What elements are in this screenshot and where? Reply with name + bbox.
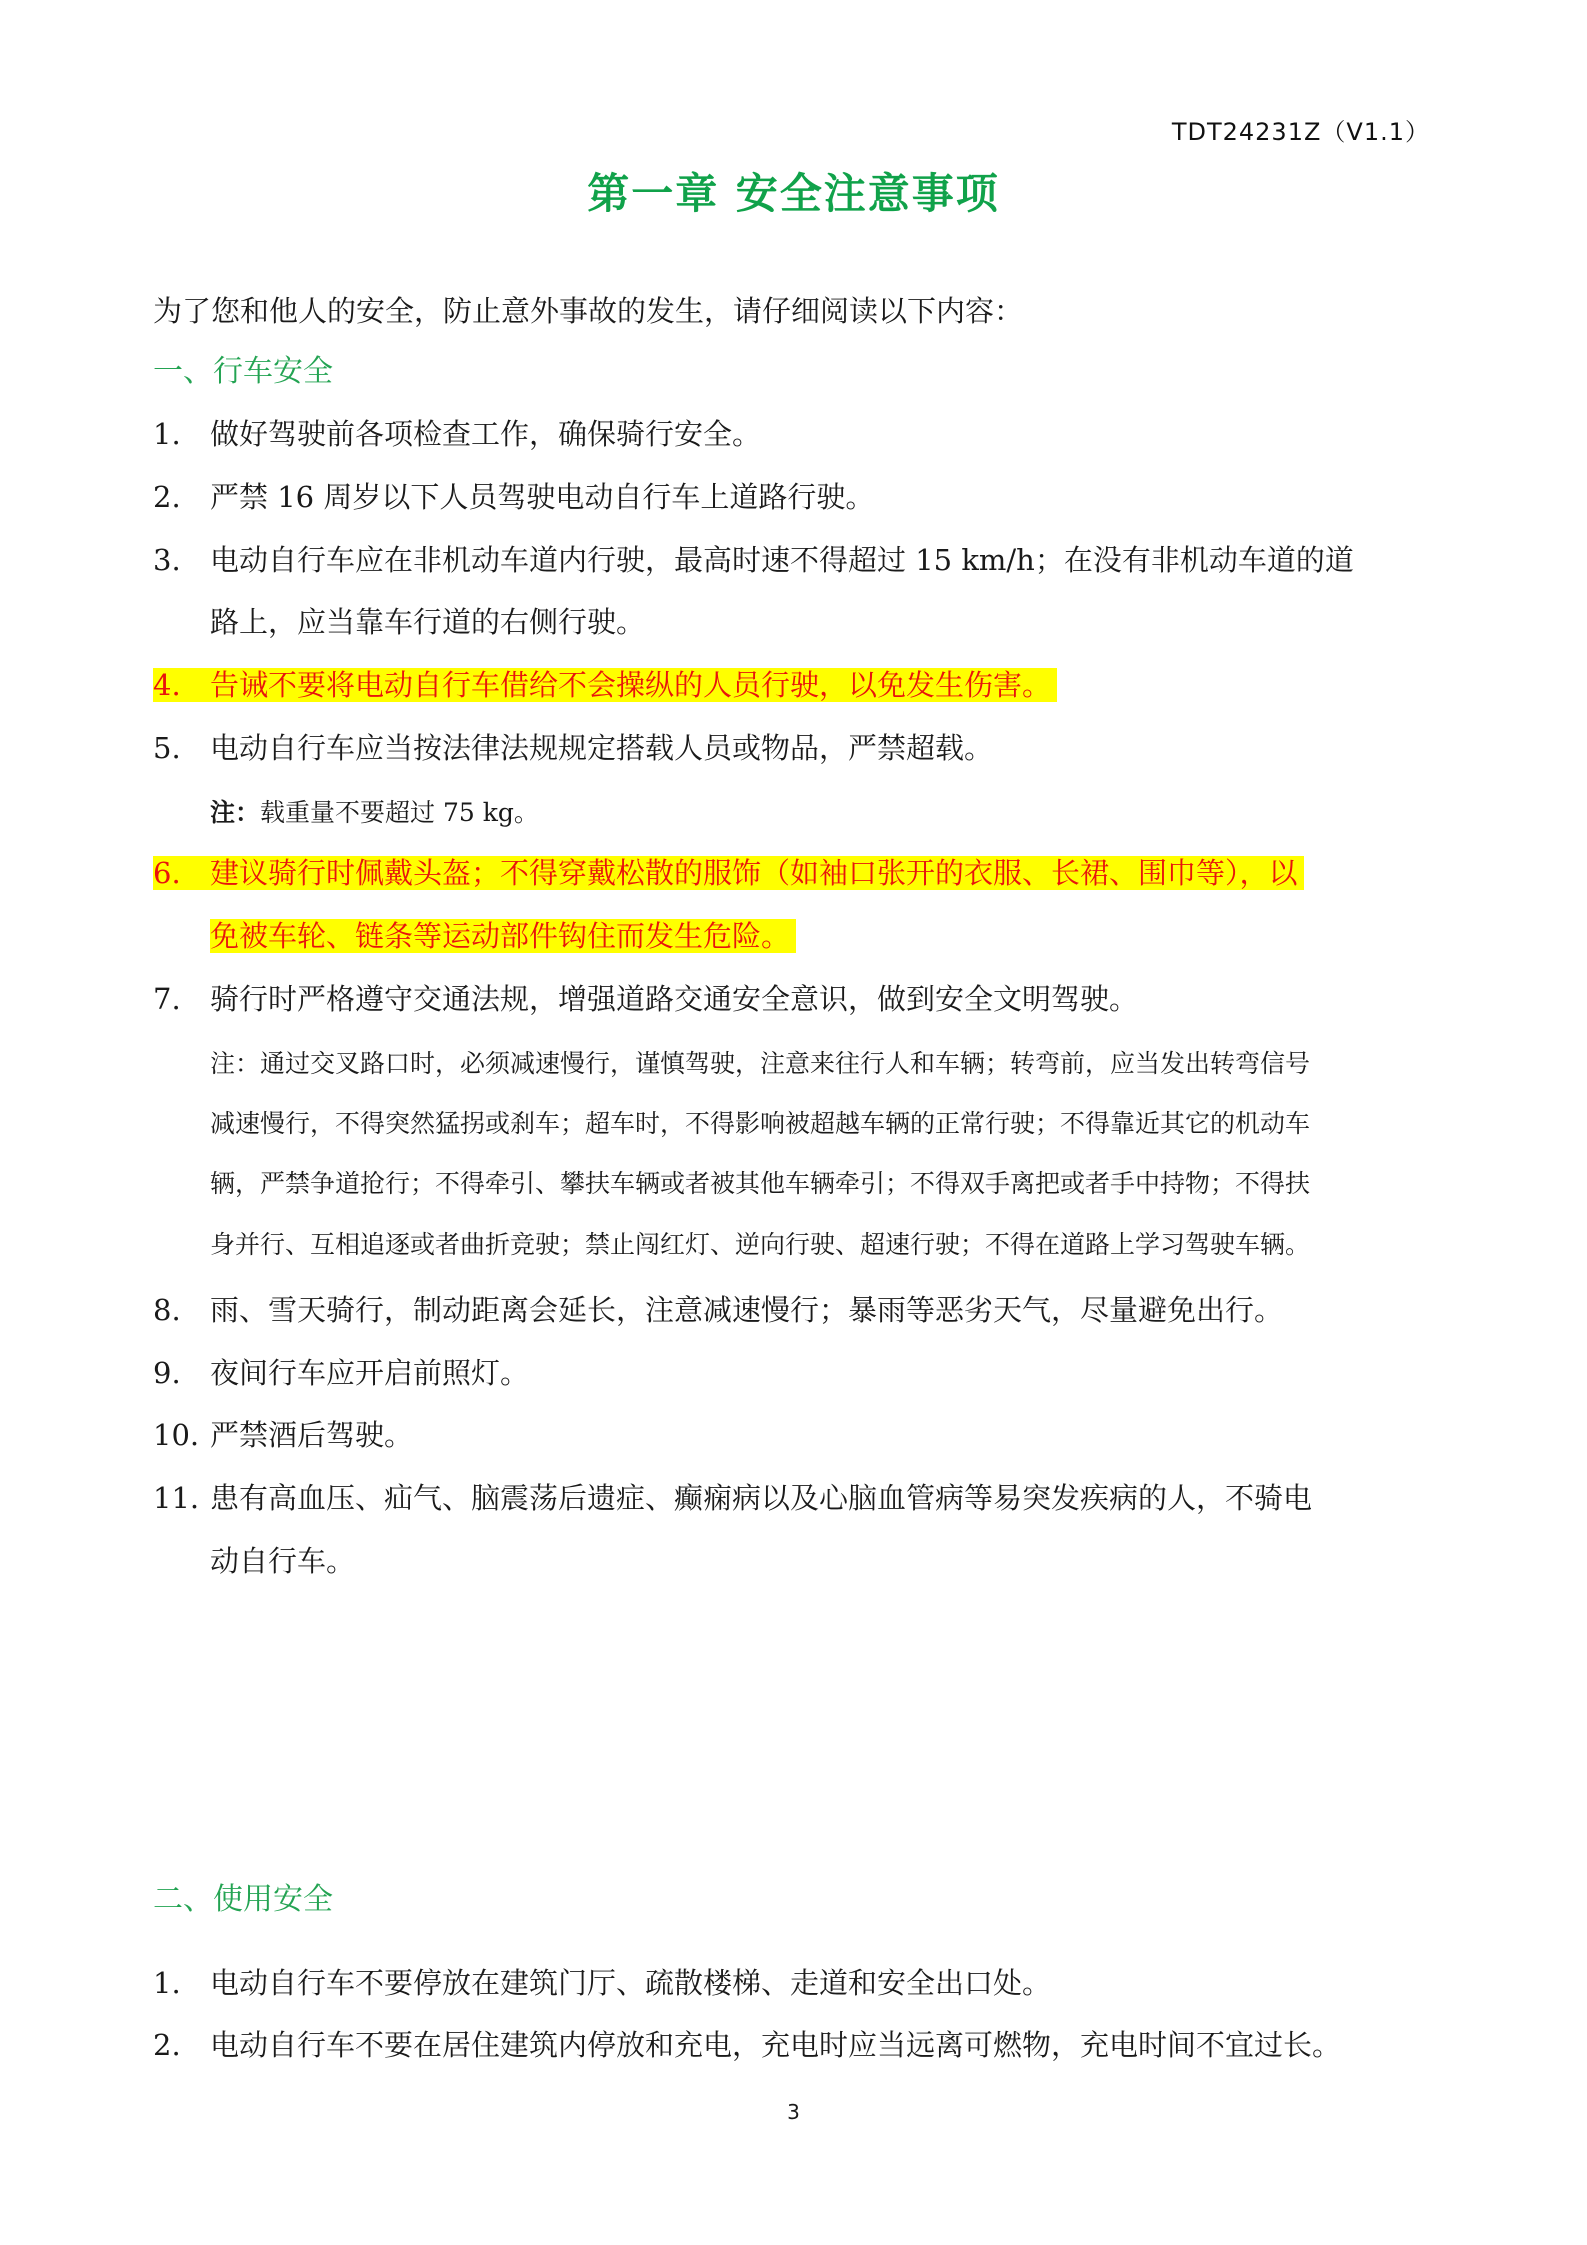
section-heading-driving-safety: 一、行车安全	[153, 354, 333, 389]
highlight-warning	[153, 856, 1304, 890]
item-number: 5.	[153, 731, 181, 765]
list-item-6-highlighted	[153, 853, 1304, 893]
note-load-limit	[210, 793, 539, 833]
section-heading-usage-safety: 二、使用安全	[153, 1882, 333, 1917]
item-number: 9.	[153, 1356, 181, 1390]
note-traffic-rules-line-1	[210, 1044, 1310, 1084]
item-number: 6.	[153, 856, 181, 890]
item-text: 夜间行车应开启前照灯。	[210, 1356, 530, 1390]
note-label: 注：	[210, 798, 261, 827]
list-item-9	[153, 1353, 529, 1393]
item-number: 10.	[153, 1418, 200, 1452]
item-text: 雨、雪天骑行，制动距离会延长，注意减速慢行；暴雨等恶劣天气，尽量避免出行。	[210, 1293, 1284, 1327]
list-item-8	[153, 1290, 1283, 1330]
item-number: 4.	[153, 668, 181, 702]
list-item-usage-2	[153, 2025, 1341, 2065]
item-text: 严禁 16 周岁以下人员驾驶电动自行车上道路行驶。	[210, 480, 875, 514]
item-number: 1.	[153, 417, 181, 451]
list-item-5	[153, 728, 993, 768]
highlight-warning	[153, 668, 1057, 702]
note-label: 注：	[210, 1049, 261, 1078]
item-text: 电动自行车应在非机动车道内行驶，最高时速不得超过 15 km/h；在没有非机动车道的道	[210, 543, 1354, 577]
intro-paragraph: 为了您和他人的安全，防止意外事故的发生，请仔细阅读以下内容：	[153, 294, 1024, 328]
item-text: 告诫不要将电动自行车借给不会操纵的人员行驶，以免发生伤害。	[210, 668, 1052, 702]
item-text: 电动自行车不要在居住建筑内停放和充电，充电时应当远离可燃物，充电时间不宜过长。	[210, 2028, 1342, 2062]
note-text: 通过交叉路口时，必须减速慢行，谨慎驾驶，注意来往行人和车辆；转弯前，应当发出转弯信号	[260, 1049, 1311, 1078]
document-code: TDT24231Z（V1.1）	[1171, 118, 1430, 146]
list-item-6-continuation	[210, 916, 796, 956]
list-item-3-continuation: 路上，应当靠车行道的右侧行驶。	[210, 605, 646, 639]
item-text: 电动自行车不要停放在建筑门厅、疏散楼梯、走道和安全出口处。	[210, 1966, 1052, 2000]
item-number: 8.	[153, 1293, 181, 1327]
item-number: 2.	[153, 480, 181, 514]
list-item-1	[153, 414, 761, 454]
list-item-7	[153, 979, 1138, 1019]
note-traffic-rules-line-2: 减速慢行，不得突然猛拐或刹车；超车时，不得影响被超越车辆的正常行驶；不得靠近其它的机动车	[210, 1109, 1311, 1138]
list-item-2	[153, 477, 874, 517]
item-number: 2.	[153, 2028, 181, 2062]
highlight-warning: 免被车轮、链条等运动部件钩住而发生危险。	[210, 919, 796, 953]
list-item-10	[153, 1415, 413, 1455]
list-item-11-continuation: 动自行车。	[210, 1544, 356, 1578]
item-number: 1.	[153, 1966, 181, 2000]
page-number: 3	[787, 2100, 800, 2124]
note-traffic-rules-line-4: 身并行、互相追逐或者曲折竞驶；禁止闯红灯、逆向行驶、超速行驶；不得在道路上学习驾驶车辆。	[210, 1230, 1311, 1259]
item-text: 患有高血压、疝气、脑震荡后遗症、癫痫病以及心脑血管病等易突发疾病的人，不骑电	[210, 1481, 1313, 1515]
note-traffic-rules-line-3: 辆，严禁争道抢行；不得牵引、攀扶车辆或者被其他车辆牵引；不得双手离把或者手中持物；不得扶	[210, 1169, 1311, 1198]
item-number: 3.	[153, 543, 181, 577]
item-text: 骑行时严格遵守交通法规，增强道路交通安全意识，做到安全文明驾驶。	[210, 982, 1139, 1016]
item-number: 7.	[153, 982, 181, 1016]
item-number: 11.	[153, 1481, 200, 1515]
list-item-11	[153, 1478, 1312, 1518]
list-item-3	[153, 540, 1354, 580]
item-text: 电动自行车应当按法律法规规定搭载人员或物品，严禁超载。	[210, 731, 994, 765]
item-text: 做好驾驶前各项检查工作，确保骑行安全。	[210, 417, 762, 451]
item-text: 严禁酒后驾驶。	[210, 1418, 414, 1452]
list-item-4-highlighted	[153, 665, 1057, 705]
item-text: 建议骑行时佩戴头盔；不得穿戴松散的服饰（如袖口张开的衣服、长裙、围巾等），以	[210, 856, 1298, 890]
chapter-title: 第一章 安全注意事项	[587, 169, 1000, 218]
list-item-usage-1	[153, 1963, 1051, 2003]
note-text: 载重量不要超过 75 kg。	[260, 798, 539, 827]
